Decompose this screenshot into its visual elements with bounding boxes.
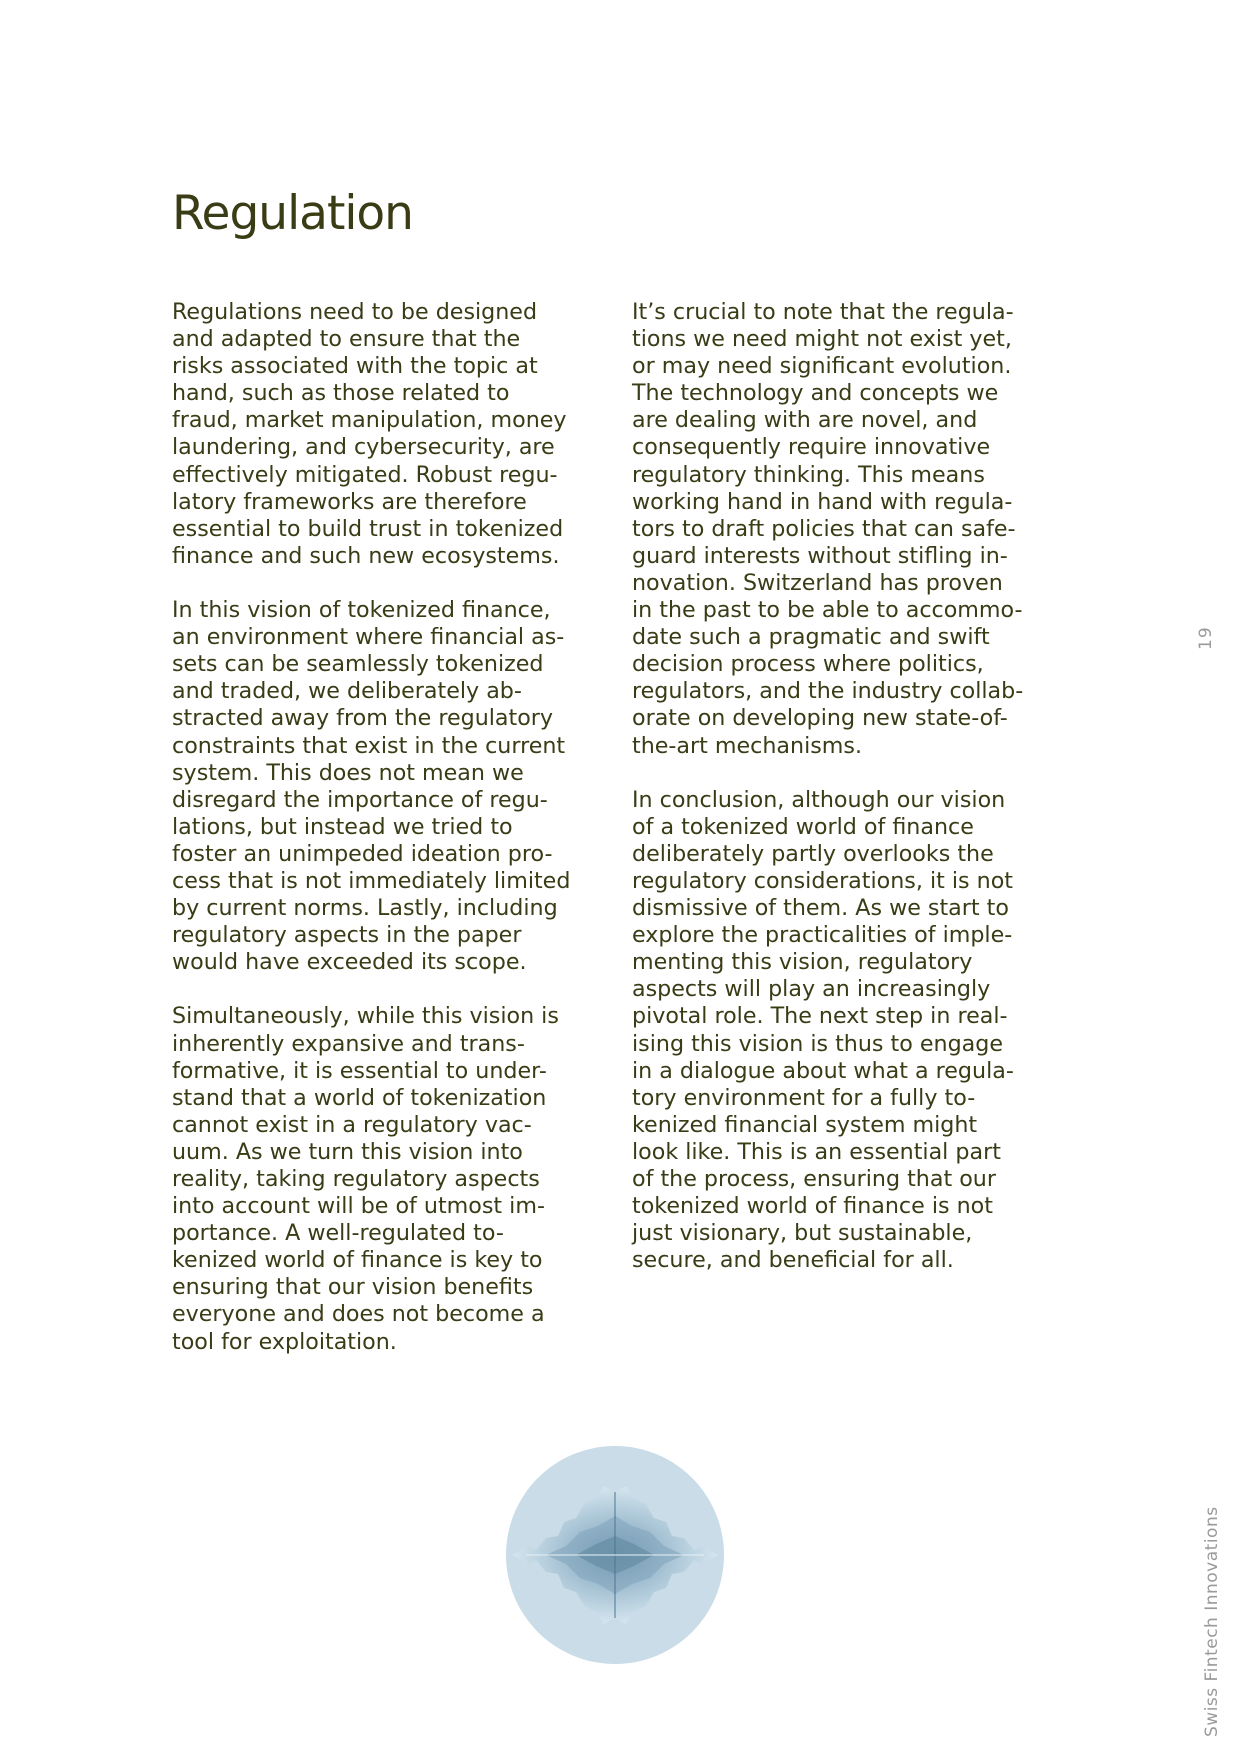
page-title: Regulation xyxy=(172,186,413,241)
ice-crystal-illustration-icon xyxy=(506,1446,724,1664)
page-number: 19 xyxy=(1196,626,1216,650)
brand-label: Swiss Fintech Innovations xyxy=(1202,1506,1222,1737)
paragraph: In this vision of tokenized finance, an environment where financial as- sets can be seamlessly tokenized and traded, we deliberately ab- stracted away from the regulatory constraints that exist in the current system. This does not mean we disregard the importance of regu- lations, but instead we tried to foster an unimpeded ideation pro- cess that is not immediately limited by current norms. Lastly, including regulatory aspects in the paper would have exceeded its scope. xyxy=(172,597,571,976)
paragraph: In conclusion, although our vision of a tokenized world of finance deliberately partly overlooks the regulatory considerations, it is not dismissive of them. As we start to explore the practicalities of imple- menting this vision, regulatory aspects will play an increasingly pivotal role. The next step in real- ising this vision is thus to engage in a dialogue about what a regula- tory environment for a fully to- kenized financial system might look like. This is an essential part of the process, ensuring that our tokenized world of finance is not just visionary, but sustainable, secure, and beneficial for all. xyxy=(632,786,1014,1274)
text-column-right xyxy=(632,299,1062,1301)
paragraph: Simultaneously, while this vision is inherently expansive and trans- formative, it is essential to under- stand that a world of tokenization cannot exist in a regulatory vac- uum. As we turn this vision into reality, taking regulatory aspects into account will be of utmost im- portance. A well-regulated to- kenized world of finance is key to ensuring that our vision benefits everyone and does not become a tool for exploitation. xyxy=(172,1003,559,1355)
paragraph: Regulations need to be designed and adapted to ensure that the risks associated with the topic at hand, such as those related to fraud, market manipulation, money laundering, and cybersecurity, are effectively mitigated. Robust regu- latory frameworks are therefore essential to build trust in tokenized finance and such new ecosystems. xyxy=(172,299,567,569)
paragraph: It’s crucial to note that the regula- tions we need might not exist yet, or may need significant evolution. The technology and concepts we are dealing with are novel, and consequently require innovative regulatory thinking. This means working hand in hand with regula- tors to draft policies that can safe- guard interests without stifling in- novation. Switzerland has proven in the past to be able to accommo- date such a pragmatic and swift decision process where politics, regulators, and the industry collab- orate on developing new state-of- the-art mechanisms. xyxy=(632,299,1024,759)
text-column-left xyxy=(172,299,602,1383)
